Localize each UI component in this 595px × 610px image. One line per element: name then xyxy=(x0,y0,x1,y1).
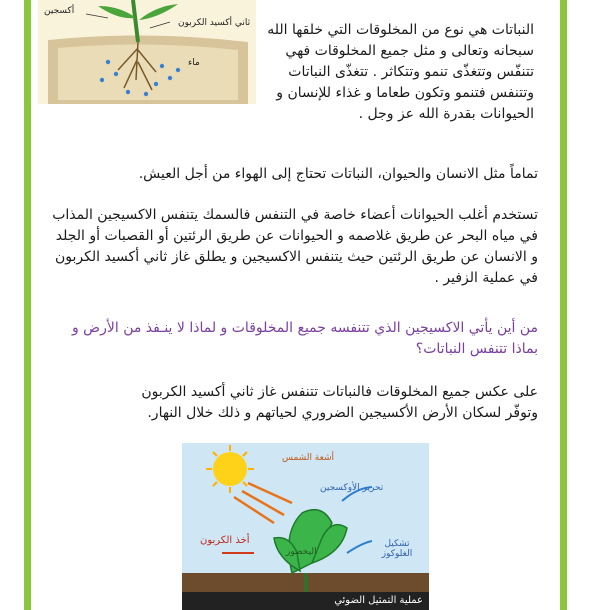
label-sun-rays: أشعة الشمس xyxy=(282,453,335,463)
paragraph-respiration: تستخدم أغلب الحيوانات أعضاء خاصة في التنفس فالسمك يتنفس الاكسيجين المذاب في مياه البحر عن طريق غلاصمه و الحيوانات عن طريق الرئتين أو القصبات أو الجلد و الانسان عن طريق الرئتين حيث يتنفس الاكسيجين و يطلق غاز ثاني أكسيد الكربون في عملية الزفير . xyxy=(52,207,538,286)
label-oxygen: أكسجين xyxy=(44,6,75,16)
figure-caption: عملية التمثيل الضوئي xyxy=(182,592,429,610)
plant-roots-figure xyxy=(38,0,256,104)
page-frame-left xyxy=(0,0,26,610)
paragraph-intro: النباتات هي نوع من المخلوقات التي خلقها الله سبحانه وتعالى و مثل جميع المخلوقات فهي تتنفّس وتتغذّى تنمو وتتكاثر . تتغذّى النباتات وتتنفس فتنمو وتكون طعاما و غذاء للإنسان و الحيوانات بقدرة الله عز وجل . xyxy=(267,22,534,122)
label-glucose: تشكيل الغلوكوز xyxy=(381,539,413,559)
paragraph-air: تماماً مثل الانسان والحيوان، النباتات تحتاج إلى الهواء من أجل العيش. xyxy=(138,166,538,182)
label-oxygen-release: تحرير الأوكسجين xyxy=(320,483,384,493)
sun-icon xyxy=(206,445,254,493)
page-frame-right xyxy=(560,0,567,610)
label-co2: ثاني أكسيد الكربون xyxy=(178,18,251,28)
label-chlorophyll: اليخضور xyxy=(286,547,317,557)
photosynthesis-figure xyxy=(182,443,429,610)
paragraph-plants: على عكس جميع المخلوقات فالنباتات تتنفس غاز ثاني أكسيد الكربون وتوفّر لسكان الأرض الأكسيجين الضروري لحياتهم و ذلك خلال النهار. xyxy=(141,384,538,421)
question-text: من أين يأتي الاكسيجين الذي تتنفسه جميع المخلوقات و لماذا لا ينـفذ من الأرض و بماذا تتنفس النباتات؟ xyxy=(71,320,538,357)
label-co2-take: أخذ الكربون xyxy=(200,535,250,546)
label-water: ماء xyxy=(188,58,200,68)
